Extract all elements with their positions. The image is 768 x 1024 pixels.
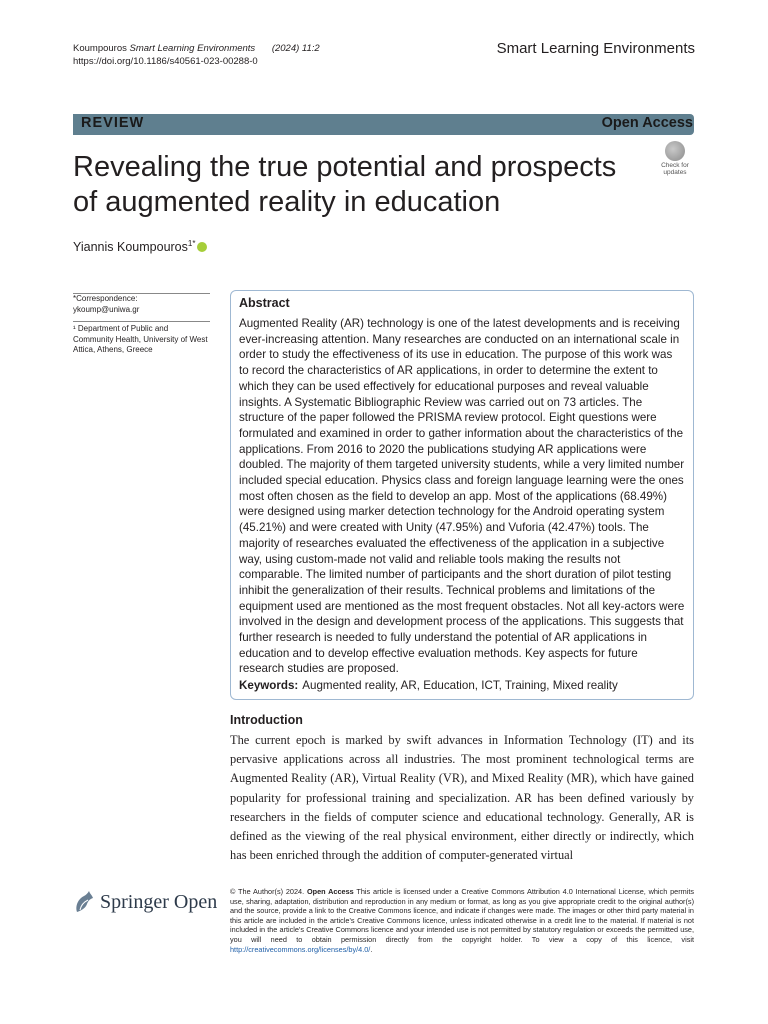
- author-affiliation-mark: 1*: [187, 239, 196, 248]
- introduction-text: The current epoch is marked by swift advances in Information Technology (IT) and its pervasive applications across all industries. The most prominent technological terms are Augmented Reality (AR), Virtual Reality (VR), and Mixed Reality (MR), which have gained popularity for professional training and specialization. AR has been defined variously by researchers in the fields of computer science and educational technology. Generally, AR is defined as the viewing of the real physical environment, either directly or indirectly, which has been enriched through the addition of computer-generated virtual: [230, 733, 694, 863]
- keywords-list: Augmented reality, AR, Education, ICT, Training, Mixed reality: [302, 679, 618, 692]
- introduction-heading: Introduction: [230, 713, 303, 727]
- sidebar-rule-middle: [73, 321, 210, 322]
- license-link[interactable]: http://creativecommons.org/licenses/by/4.0/: [230, 944, 371, 954]
- crossmark-line2: updates: [663, 169, 687, 176]
- logo-brand: Springer: [100, 891, 169, 913]
- header-doi[interactable]: https://doi.org/10.1186/s40561-023-00288-0: [73, 56, 258, 67]
- article-type-label: REVIEW: [81, 115, 145, 131]
- header-journal: Smart Learning Environments: [129, 43, 256, 54]
- logo-open: Open: [173, 891, 218, 913]
- springer-horse-icon: [73, 890, 95, 914]
- springer-open-logo: [73, 888, 223, 918]
- header-author: Koumpouros: [73, 43, 127, 54]
- keywords-label: Keywords:: [239, 679, 299, 692]
- open-access-label: Open Access: [601, 115, 693, 131]
- correspondence-email[interactable]: ykoump@uniwa.gr: [73, 304, 140, 314]
- keywords-line: [239, 679, 618, 692]
- orcid-icon[interactable]: [197, 242, 207, 252]
- article-title: Revealing the true potential and prospects of augmented reality in education: [73, 151, 617, 218]
- abstract-text: Augmented Reality (AR) technology is one of the latest developments and is receiving ever-increasing attention. Many researches are conducted on an international scale in order to study the effectiveness of its use in education. The purpose of this work was to record the characteristics of AR applications, in order to determine the extent to which they can be used effectively for educational purposes and reveal valuable insights. A Systematic Bibliographic Review was carried out on 73 articles. The structure of the paper followed the PRISMA review protocol. Eight questions were formulated and examined in order to gather information about the characteristics of the applications. From 2016 to 2020 the publications studying AR applications were doubled. The majority of them targeted university students, while a very limited number included special education. Physics class and foreign language learning were the ones most often chosen as the field to develop an app. Most of the applications (68.49%) were designed using marker detection technology for the Android operating system (45.21%) and were created with Unity (47.95%) and Vuforia (42.47%) tools. The majority of researches evaluated the effectiveness of the application in a subjective way, using custom-made not valid and reliable tools making the results not comparable. The limited number of participants and the short duration of pilot testing inhibit the generalization of their results. Technical problems and limitations of the equipment used are mentioned as the most frequent obstacles. Not all key-actors were involved in the design and development process of the applications. This suggests that further research is needed to fully understand the potential of AR applications in education and to develop effective evaluation methods. Key aspects for future research studies are proposed.: [239, 317, 685, 676]
- check-for-updates-badge[interactable]: [655, 141, 695, 181]
- journal-name: Smart Learning Environments: [496, 40, 695, 57]
- license-text: [230, 887, 694, 954]
- author-line: [73, 239, 207, 254]
- crossmark-icon: [665, 141, 685, 161]
- author-name: Yiannis Koumpouros: [73, 240, 188, 255]
- license-open-access: Open Access: [306, 887, 354, 896]
- license-body: This article is licensed under a Creative Commons Attribution 4.0 International License, which permits use, sharing, adaptation, distribution and reproduction in any medium or format, as long as you give appropriate credit to the original author(s) and the source, provide a link to the Creative Commons licence, and indicate if changes were made. The images or other third party material in this article are included in the article's Creative Commons licence, unless indicated otherwise in a credit line to the material. If material is not included in the article's Creative Commons licence and your intended use is not permitted by statutory regulation or exceeds the permitted use, you will need to obtain permission directly from the copyright holder. To view a copy of this licence, visit: [230, 887, 694, 944]
- correspondence-label: *Correspondence:: [73, 294, 138, 303]
- license-copyright: © The Author(s) 2024.: [230, 887, 305, 896]
- abstract-heading: Abstract: [239, 296, 290, 310]
- crossmark-line1: Check for: [661, 162, 689, 169]
- header-year-volume: (2024) 11:2: [271, 43, 320, 54]
- running-header: [73, 42, 320, 68]
- correspondence-block: [73, 294, 210, 315]
- license-end: .: [370, 944, 373, 954]
- affiliation: ¹ Department of Public and Community Health, University of West Attica, Athens, Greece: [73, 324, 208, 354]
